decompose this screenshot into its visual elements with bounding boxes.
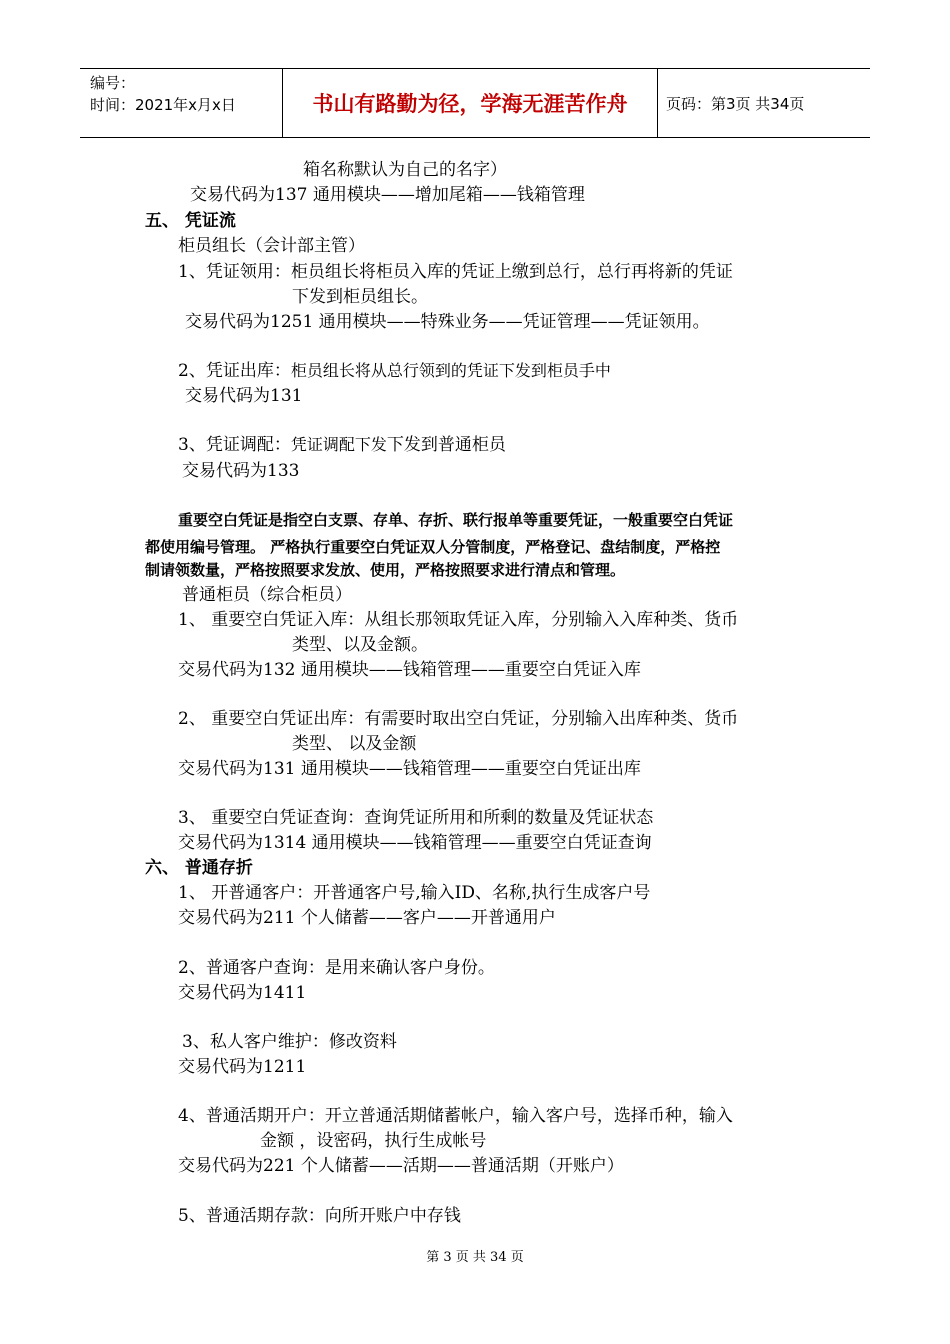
text-line: 2、 重要空白凭证出库：有需要时取出空白凭证，分别输入出库种类、货币 — [178, 709, 739, 729]
text-line: 交易代码为1211 — [178, 1057, 307, 1077]
header-meta — [80, 69, 282, 137]
page-footer: 第 3 页 共 34 页 — [426, 1250, 524, 1265]
text-line: 类型、以及金额。 — [292, 635, 428, 655]
text-line: 5、普通活期存款：向所开账户中存钱 — [178, 1206, 461, 1226]
text-line: 交易代码为132 通用模块——钱箱管理——重要空白凭证入库 — [178, 660, 641, 680]
section-heading: 六、 普通存折 — [145, 858, 253, 878]
item-desc: 下发到普通柜员 — [386, 435, 506, 455]
text-line: 交易代码为211 个人储蓄——客户——开普通用户 — [178, 908, 556, 928]
text-line: 交易代码为131 通用模块——钱箱管理——重要空白凭证出库 — [178, 759, 641, 779]
text-line: 4、普通活期开户：开立普通活期储蓄帐户，输入客户号，选择币种，输入 — [178, 1106, 733, 1126]
document-number: 编号： — [90, 74, 136, 92]
item-desc: 凭证调配下发 — [290, 435, 387, 454]
text-line: 2、普通客户查询：是用来确认客户身份。 — [178, 958, 495, 978]
text-line: 1、 开普通客户：开普通客户号,输入ID、名称,执行生成客户号 — [178, 883, 651, 903]
emphasis-line: 重要空白凭证是指空白支票、存单、存折、联行报单等重要凭证，一般重要空白凭证 — [178, 511, 734, 529]
emphasis-line: 都使用编号管理。 严格执行重要空白凭证双人分管制度，严格登记、盘结制度，严格控 — [145, 538, 721, 556]
text-line: 交易代码为137 通用模块——增加尾箱——钱箱管理 — [190, 185, 585, 205]
subsection-heading: 柜员组长（会计部主管） — [178, 236, 365, 256]
text-line: 交易代码为221 个人储蓄——活期——普通活期（开账户） — [178, 1156, 624, 1176]
text-line: 下发到柜员组长。 — [292, 287, 428, 307]
text-line: 3、 重要空白凭证查询：查询凭证所用和所剩的数量及凭证状态 — [178, 808, 654, 828]
text-line: 1、凭证领用：柜员组长将柜员入库的凭证上缴到总行，总行再将新的凭证 — [178, 262, 733, 282]
text-line: 类型、 以及金额 — [292, 734, 417, 754]
text-line: 3、私人客户维护：修改资料 — [182, 1032, 397, 1052]
text-line: 交易代码为1314 通用模块——钱箱管理——重要空白凭证查询 — [178, 833, 652, 853]
text-line — [178, 359, 611, 383]
text-line: 交易代码为1251 通用模块——特殊业务——凭证管理——凭证领用。 — [185, 312, 710, 332]
text-line: 金额 ，设密码，执行生成帐号 — [260, 1131, 487, 1151]
text-line: 交易代码为131 — [185, 386, 303, 406]
text-line: 交易代码为133 — [182, 461, 300, 481]
section-heading: 五、 凭证流 — [145, 211, 236, 231]
text-line — [178, 433, 506, 457]
document-date: 时间：2021年x月x日 — [90, 96, 236, 114]
item-title: 2、凭证出库： — [178, 361, 291, 381]
subsection-heading: 普通柜员（综合柜员） — [182, 585, 352, 605]
text-line: 箱名称默认为自己的名字） — [303, 160, 507, 180]
page-header — [80, 68, 870, 138]
text-line: 1、 重要空白凭证入库：从组长那领取凭证入库，分别输入入库种类、货币 — [178, 610, 739, 630]
emphasis-line: 制请领数量，严格按照要求发放、使用，严格按照要求进行清点和管理。 — [145, 561, 626, 579]
item-desc: 柜员组长将从总行领到的凭证下发到柜员手中 — [290, 361, 611, 380]
text-line: 交易代码为1411 — [178, 983, 307, 1003]
header-motto: 书山有路勤为径，学海无涯苦作舟 — [282, 69, 658, 137]
item-title: 3、凭证调配： — [178, 435, 291, 455]
header-page-info: 页码：第3页 共34页 — [666, 94, 805, 113]
